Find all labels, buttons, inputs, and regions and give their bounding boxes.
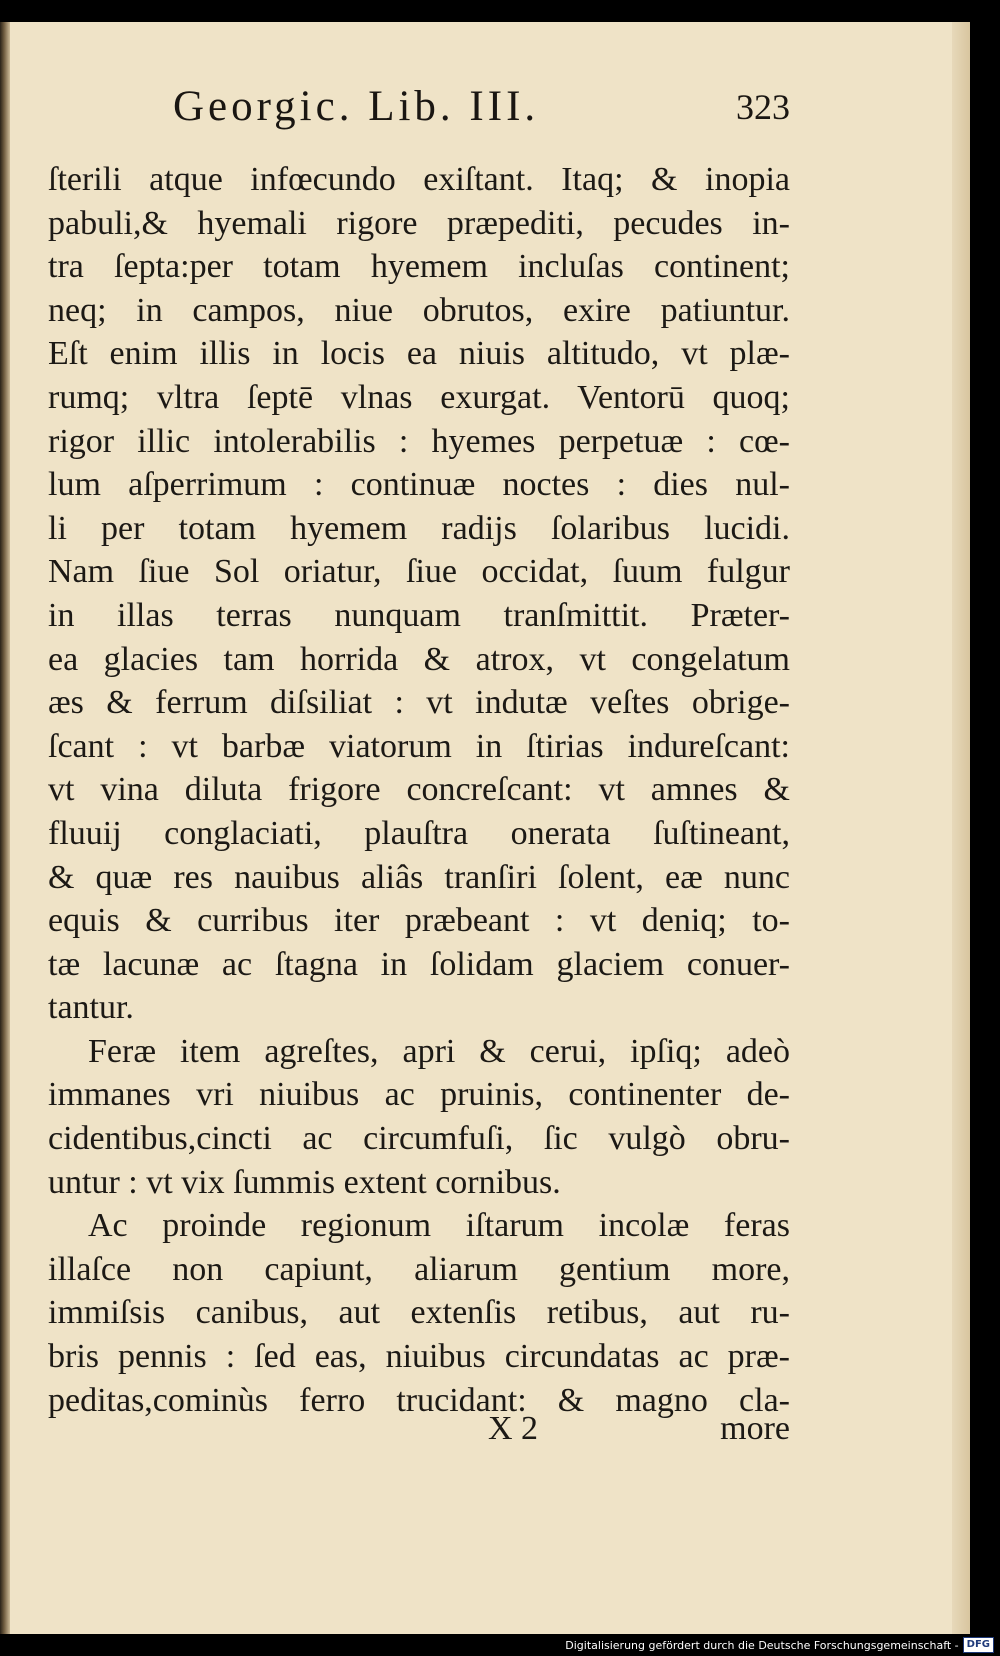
text-line: tra ſepta:per totam hyemem incluſas continent; [48,248,790,286]
catchword: more [720,1410,790,1447]
page-footer [48,1410,790,1454]
signature-mark: X 2 [488,1410,539,1447]
text-line: cidentibus,cincti ac circumfuſi, ſic vulgò obru- [48,1120,790,1158]
running-head-title: Georgic. Lib. III. [173,83,540,130]
credit-text: Digitalisierung gefördert durch die Deutsche Forschungsgemeinschaft - [565,1638,959,1652]
digitization-credit [565,1636,994,1654]
text-line: tantur. [48,989,134,1027]
text-line: in illas terras nunquam tranſmittit. Præter- [48,596,790,634]
text-line: rigor illic intolerabilis : hyemes perpetuæ : cœ- [48,422,790,460]
book-page [0,22,970,1634]
dfg-logo: DFG [963,1637,994,1653]
text-line: Eſt enim illis in locis ea niuis altitudo, vt plæ- [48,335,790,373]
text-line: rumq; vltra ſeptē vlnas exurgat. Ventorū quoq; [48,378,790,416]
text-line: untur : vt vix ſummis extent cornibus. [48,1163,561,1201]
text-line: vt vina diluta frigore concreſcant: vt amnes & [48,771,790,809]
text-line: Feræ item agreſtes, apri & cerui, ipſiq; adeò [88,1032,790,1070]
text-line: bris pennis : ſed eas, niuibus circundatas ac præ- [48,1338,790,1376]
page-number: 323 [736,87,790,127]
text-line: peditas,cominùs ferro trucidant: & magno cla- [48,1381,790,1419]
text-line: tæ lacunæ ac ſtagna in ſolidam glaciem conuer- [48,945,790,983]
text-line: lum aſperrimum : continuæ noctes : dies nul- [48,466,790,504]
text-line: neq; in campos, niue obrutos, exire patiuntur. [48,291,790,329]
text-line: equis & curribus iter præbeant : vt deniq; to- [48,902,790,940]
text-line: pabuli,& hyemali rigore præpediti, pecudes in- [48,204,790,242]
text-line: ea glacies tam horrida & atrox, vt congelatum [48,640,790,678]
text-line: illaſce non capiunt, aliarum gentium more, [48,1250,790,1288]
text-line: æs & ferrum diſsiliat : vt indutæ veſtes obrige- [48,684,790,722]
body-text [48,158,790,1422]
running-head [48,82,790,136]
text-line: immiſsis canibus, aut extenſis retibus, aut ru- [48,1294,790,1332]
text-line: fluuij conglaciati, plauſtra onerata ſuſtineant, [48,814,790,852]
text-line: Nam ſiue Sol oriatur, ſiue occidat, ſuum fulgur [48,553,790,591]
text-line: ſcant : vt barbæ viatorum in ſtirias indureſcant: [48,727,790,765]
page-gutter-shadow [0,22,10,1634]
page-edge [952,22,970,1634]
text-line: Ac proinde regionum iſtarum incolæ feras [88,1207,790,1245]
text-line: & quæ res nauibus aliâs tranſiri ſolent, eæ nunc [48,858,790,896]
text-line: ſterili atque infœcundo exiſtant. Itaq; & inopia [48,161,790,198]
text-line: li per totam hyemem radijs ſolaribus lucidi. [48,509,790,547]
text-line: immanes vri niuibus ac pruinis, continenter de- [48,1076,790,1114]
